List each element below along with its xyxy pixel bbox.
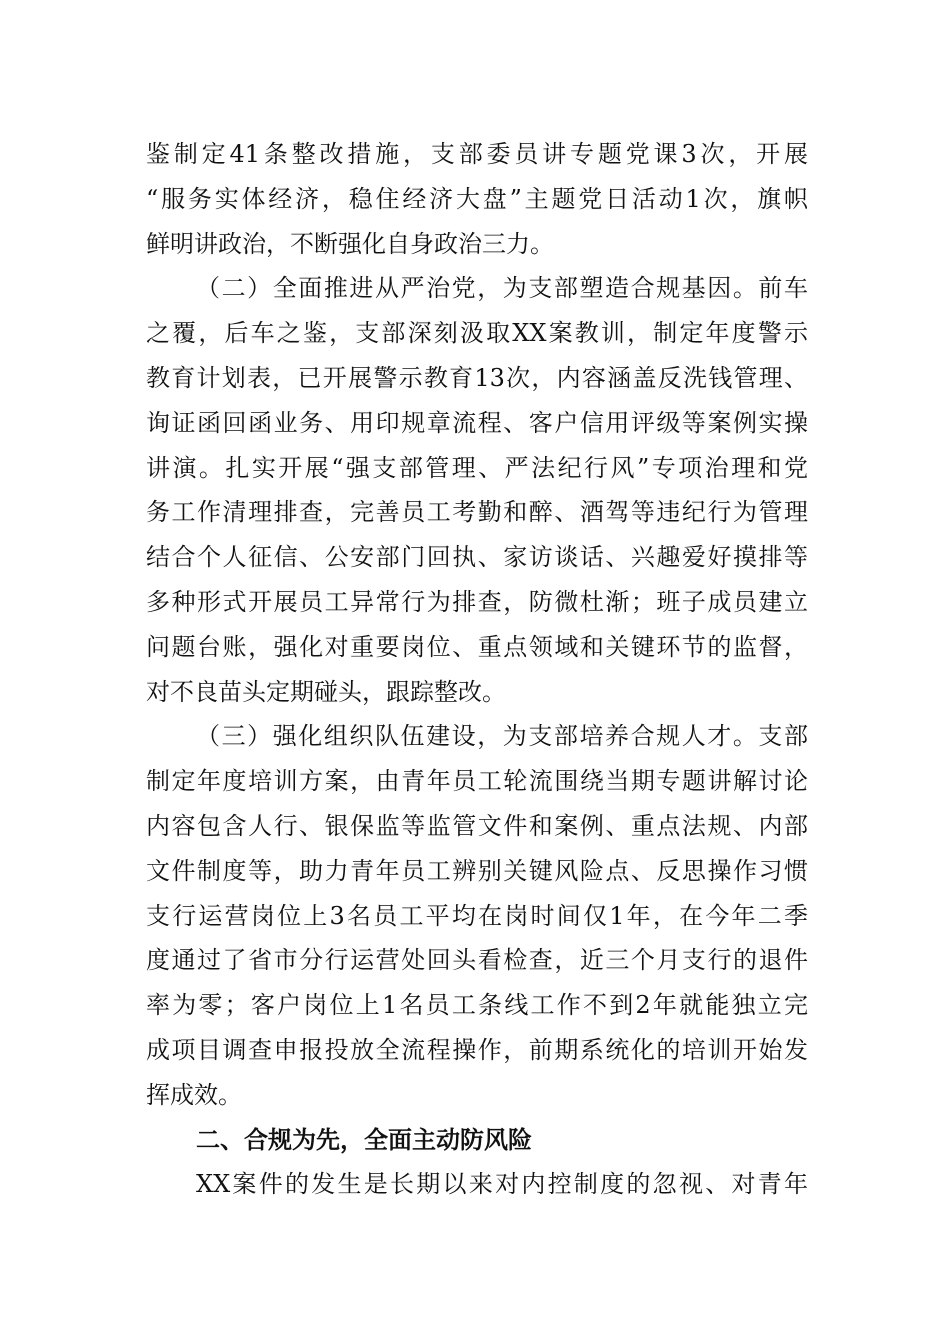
text-line: 结合个人征信、公安部门回执、家访谈话、兴趣爱好摸排等 [146, 543, 808, 572]
text-line: 教育计划表，已开展警示教育13次，内容涵盖反洗钱管理、 [146, 363, 808, 392]
text-line: 成项目调查申报投放全流程操作，前期系统化的培训开始发 [146, 1035, 808, 1064]
paragraph-start-line: XX案件的发生是长期以来对内控制度的忽视、对青年 [196, 1170, 808, 1199]
text-line: 支行运营岗位上3名员工平均在岗时间仅1年，在今年二季 [146, 901, 808, 930]
text-line: 制定年度培训方案，由青年员工轮流围绕当期专题讲解讨论 [146, 767, 808, 796]
section-heading: 二、合规为先，全面主动防风险 [196, 1125, 532, 1154]
text-line: 内容包含人行、银保监等监管文件和案例、重点法规、内部 [146, 811, 808, 840]
document-body [146, 132, 808, 1207]
text-line: 之覆，后车之鉴，支部深刻汲取XX案教训，制定年度警示 [146, 319, 808, 348]
text-line: 多种形式开展员工异常行为排查，防微杜渐；班子成员建立 [146, 587, 808, 616]
text-line: 度通过了省市分行运营处回头看检查，近三个月支行的退件 [146, 946, 808, 975]
text-line: 对不良苗头定期碰头，跟踪整改。 [146, 677, 506, 706]
text-line: 挥成效。 [146, 1080, 242, 1109]
text-line: 务工作清理排查，完善员工考勤和醉、酒驾等违纪行为管理 [146, 498, 808, 527]
text-line: 询证函回函业务、用印规章流程、客户信用评级等案例实操 [146, 408, 808, 437]
paragraph-start-line: （二）全面推进从严治党，为支部塑造合规基因。前车 [196, 274, 808, 303]
text-line: 讲演。扎实开展“强支部管理、严法纪行风”专项治理和党 [146, 453, 808, 482]
text-line: “服务实体经济，稳住经济大盘”主题党日活动1次，旗帜 [146, 184, 808, 213]
text-line: 鉴制定41条整改措施，支部委员讲专题党课3次，开展 [146, 140, 808, 168]
text-line: 率为零；客户岗位上1名员工条线工作不到2年就能独立完 [146, 991, 808, 1020]
text-line: 鲜明讲政治，不断强化自身政治三力。 [146, 229, 554, 258]
text-line: 文件制度等，助力青年员工辨别关键风险点、反思操作习惯 [146, 856, 808, 885]
paragraph-start-line: （三）强化组织队伍建设，为支部培养合规人才。支部 [196, 722, 808, 751]
text-line: 问题台账，强化对重要岗位、重点领域和关键环节的监督， [146, 632, 808, 661]
